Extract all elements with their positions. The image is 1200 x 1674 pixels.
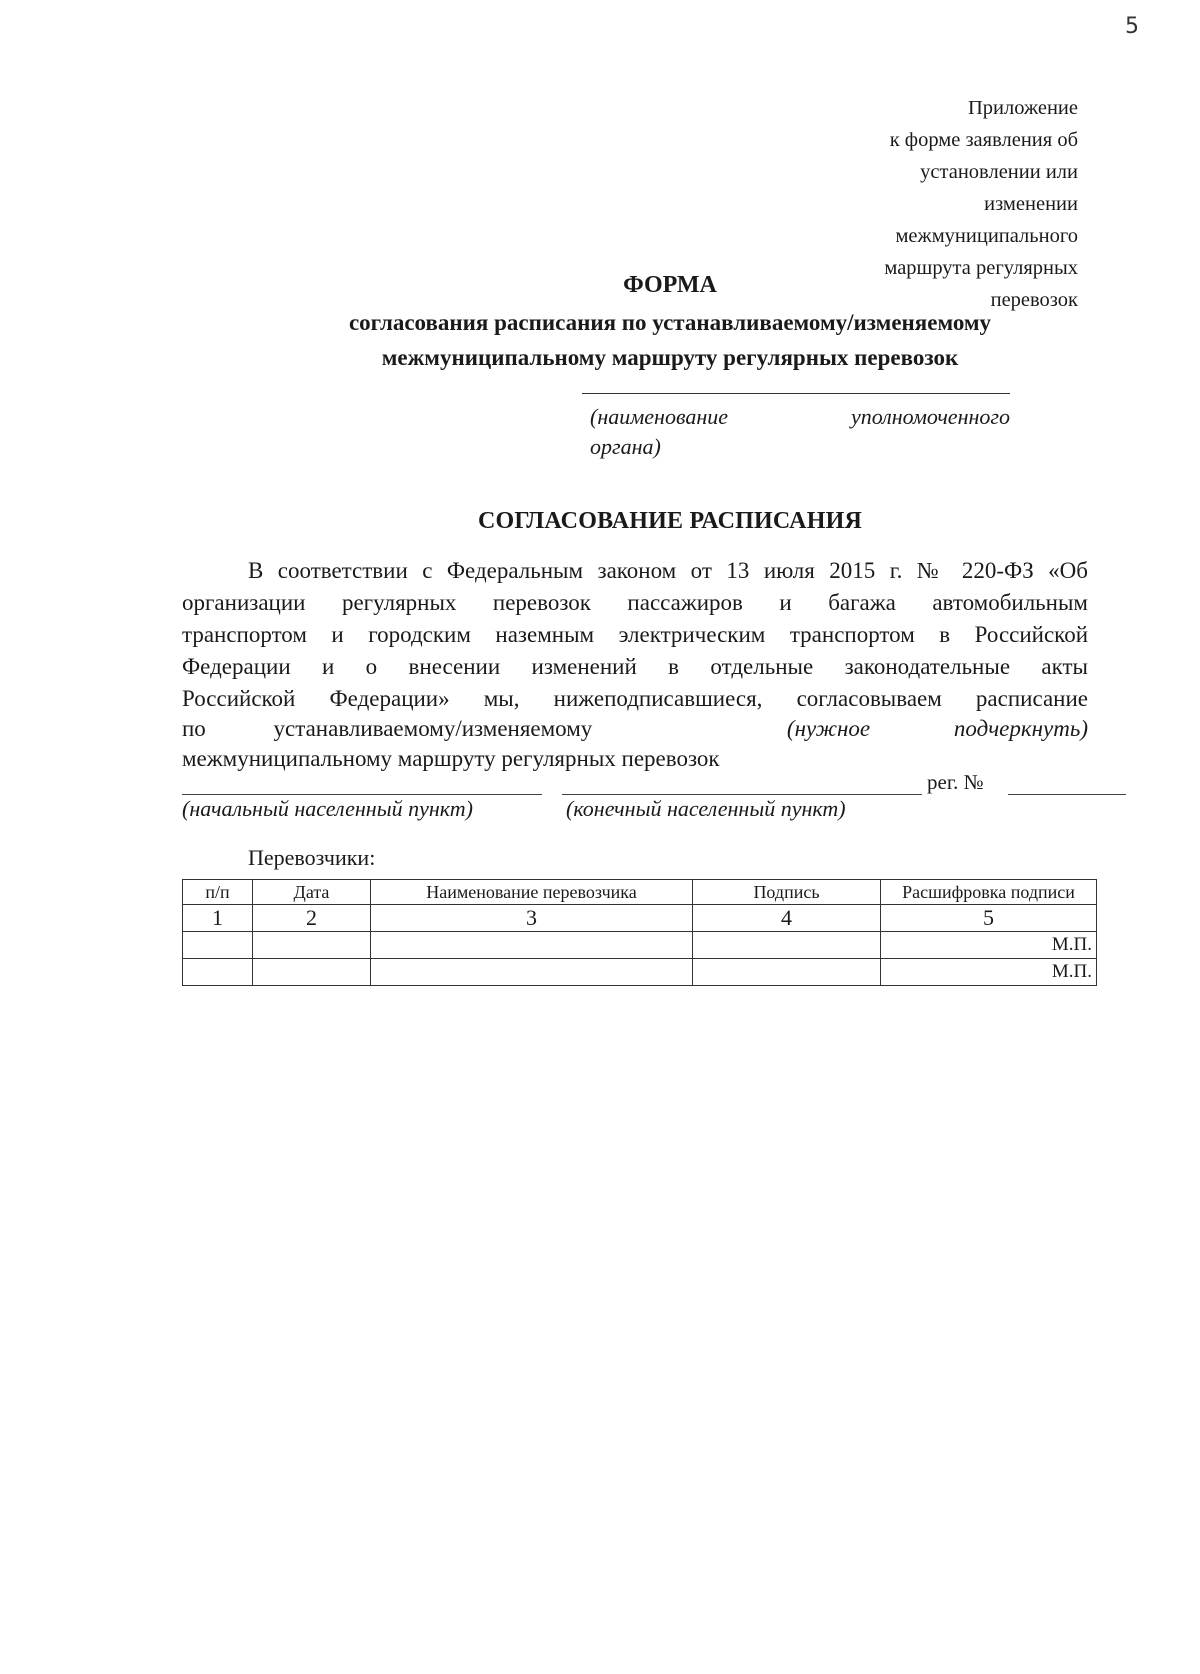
- table-cell[interactable]: [371, 932, 693, 959]
- paragraph-line: В соответствии с Федеральным законом от 13 июля 2015 г. № 220-ФЗ «Об: [248, 558, 1088, 583]
- appendix-line: установлении или: [920, 161, 1078, 183]
- end-point-caption: (конечный населенный пункт): [566, 796, 846, 821]
- table-cell[interactable]: [693, 959, 881, 986]
- start-point-caption: (начальный населенный пункт): [182, 796, 473, 821]
- paragraph-line: Российской Федерации» мы, нижеподписавшиеся, согласовываем расписание: [182, 686, 1088, 711]
- document-title: СОГЛАСОВАНИЕ РАСПИСАНИЯ: [478, 508, 862, 534]
- paragraph-line: транспортом и городским наземным электрическим транспортом в Российской: [182, 622, 1088, 647]
- route-change-text: по устанавливаемому/изменяемому: [182, 716, 593, 741]
- authority-caption: (наименование уполномоченного: [590, 404, 1010, 429]
- table-cell[interactable]: [371, 959, 693, 986]
- table-cell[interactable]: [693, 932, 881, 959]
- paragraph-line: межмуниципальному маршруту регулярных перевозок: [182, 746, 720, 771]
- header-signature-decoding: Расшифровка подписи: [881, 880, 1097, 905]
- appendix-line: маршрута регулярных: [884, 257, 1078, 279]
- table-cell[interactable]: [253, 959, 371, 986]
- appendix-line: межмуниципального: [895, 225, 1078, 247]
- column-number: 1: [183, 905, 253, 932]
- paragraph-line: [182, 714, 1088, 744]
- table-column-numbers-row: [183, 905, 1097, 932]
- reg-number-label: рег. №: [927, 770, 984, 794]
- start-point-blank[interactable]: [182, 794, 542, 795]
- stamp-placeholder: М.П.: [881, 959, 1097, 986]
- column-number: 2: [253, 905, 371, 932]
- table-cell[interactable]: [183, 932, 253, 959]
- column-number: 4: [693, 905, 881, 932]
- table-header-row: [183, 880, 1097, 905]
- header-number: п/п: [183, 880, 253, 905]
- column-number: 5: [881, 905, 1097, 932]
- paragraph-line: Федерации и о внесении изменений в отдельные законодательные акты: [182, 654, 1088, 679]
- appendix-line: перевозок: [990, 289, 1078, 311]
- appendix-line: к форме заявления об: [889, 129, 1078, 151]
- appendix-line: Приложение: [967, 97, 1078, 119]
- reg-number-blank[interactable]: [1008, 794, 1126, 795]
- paragraph-line: организации регулярных перевозок пассажиров и багажа автомобильным: [182, 590, 1088, 615]
- form-title: ФОРМА: [623, 272, 717, 298]
- carriers-label: Перевозчики:: [248, 845, 376, 870]
- header-signature: Подпись: [693, 880, 881, 905]
- authority-name-blank[interactable]: [582, 393, 1010, 394]
- page-number: 5: [1125, 14, 1139, 39]
- authority-caption-continued: органа): [590, 434, 661, 459]
- table-cell[interactable]: [253, 932, 371, 959]
- column-number: 3: [371, 905, 693, 932]
- appendix-line: изменении: [984, 193, 1078, 215]
- form-subtitle: [300, 305, 1040, 375]
- form-subtitle-line: согласования расписания по устанавливаемому/изменяемому: [348, 310, 992, 335]
- carriers-table: [182, 879, 1097, 986]
- end-point-blank[interactable]: [562, 794, 922, 795]
- table-cell[interactable]: [183, 959, 253, 986]
- header-carrier-name: Наименование перевозчика: [371, 880, 693, 905]
- table-row: [183, 959, 1097, 986]
- header-date: Дата: [253, 880, 371, 905]
- table-row: [183, 932, 1097, 959]
- underline-hint: (нужное подчеркнуть): [786, 716, 1088, 741]
- stamp-placeholder: М.П.: [881, 932, 1097, 959]
- form-subtitle-line: межмуниципальному маршруту регулярных перевозок: [381, 345, 959, 370]
